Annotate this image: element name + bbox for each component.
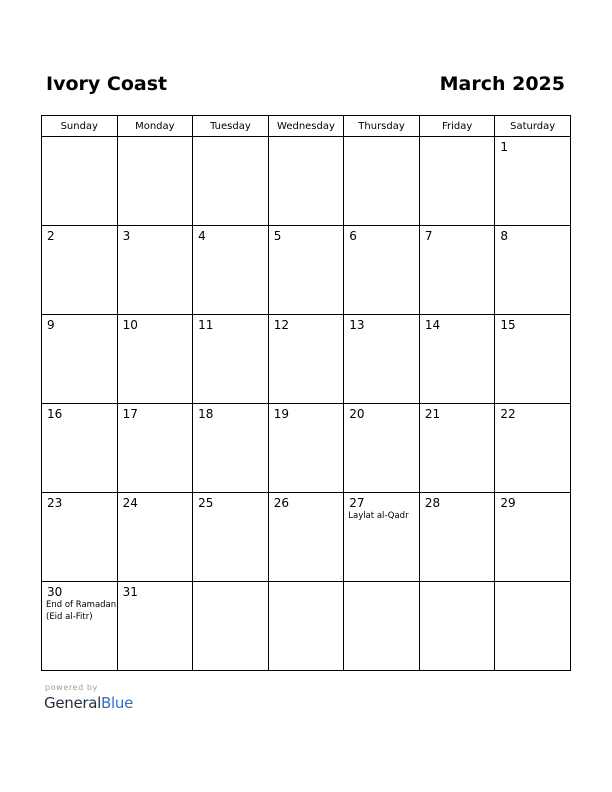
empty-day-cell [268,582,344,671]
weekday-saturday: Saturday [495,116,571,137]
weekday-monday: Monday [117,116,193,137]
empty-day-cell [42,137,118,226]
day-cell [42,404,118,493]
day-number: 28 [424,496,441,510]
powered-by-text: powered by [45,683,98,692]
footer [44,683,133,712]
empty-day-cell [193,582,269,671]
day-cell [495,404,571,493]
calendar-grid [41,115,571,671]
day-cell [42,582,118,671]
day-cell [117,404,193,493]
holiday-label: (Eid al-Fitr) [46,612,93,622]
day-number: 21 [424,407,441,421]
day-cell [268,226,344,315]
day-number: 25 [198,496,214,510]
day-number: 8 [500,229,509,243]
week-row [42,582,571,671]
day-cell [193,226,269,315]
day-cell [193,404,269,493]
day-number: 5 [273,229,282,243]
day-cell [495,315,571,404]
day-number: 16 [47,407,63,421]
holiday-label: End of Ramadan [46,600,117,610]
day-cell [344,315,420,404]
day-number: 20 [349,407,365,421]
day-cell [193,315,269,404]
month-year-title: March 2025 [439,73,565,95]
empty-day-cell [419,137,495,226]
day-cell [344,404,420,493]
week-row [42,404,571,493]
empty-day-cell [117,137,193,226]
day-cell [495,493,571,582]
weekday-thursday: Thursday [344,116,420,137]
brand-general-text: General [44,694,102,712]
day-number: 23 [47,496,63,510]
day-number: 11 [198,318,214,332]
empty-day-cell [344,137,420,226]
day-cell [419,315,495,404]
day-cell [117,226,193,315]
day-number: 9 [47,318,55,332]
day-number: 6 [349,229,357,243]
day-number: 1 [500,140,509,154]
day-cell [495,226,571,315]
day-number: 10 [122,318,138,332]
day-number: 19 [273,407,289,421]
country-title: Ivory Coast [46,73,168,95]
day-cell [419,226,495,315]
day-number: 3 [122,229,131,243]
day-cell [344,493,420,582]
day-cell [117,315,193,404]
day-number: 13 [349,318,365,332]
week-row [42,493,571,582]
weekday-tuesday: Tuesday [193,116,269,137]
brand-blue-text: Blue [101,694,134,712]
day-cell [42,493,118,582]
day-number: 30 [47,585,63,599]
day-number: 29 [500,496,516,510]
weekday-wednesday: Wednesday [268,116,344,137]
day-cell [42,315,118,404]
empty-day-cell [268,137,344,226]
day-cell [419,404,495,493]
generalblue-logo[interactable] [44,694,133,712]
day-cell [42,226,118,315]
day-number: 4 [198,229,206,243]
day-number: 26 [273,496,289,510]
day-cell [419,493,495,582]
day-cell [495,137,571,226]
day-cell [117,582,193,671]
week-row [42,137,571,226]
week-row [42,226,571,315]
day-number: 18 [198,407,214,421]
weekday-sunday: Sunday [42,116,118,137]
day-number: 24 [122,496,138,510]
day-cell [193,493,269,582]
day-cell [268,493,344,582]
day-cell [344,226,420,315]
week-row [42,315,571,404]
day-number: 17 [122,407,138,421]
empty-day-cell [419,582,495,671]
weekday-header-row [42,116,571,137]
day-number: 15 [500,318,516,332]
day-cell [117,493,193,582]
day-number: 22 [500,407,516,421]
day-number: 14 [424,318,441,332]
empty-day-cell [193,137,269,226]
day-number: 27 [349,496,365,510]
holiday-label: Laylat al-Qadr [348,511,409,521]
day-number: 2 [47,229,55,243]
day-number: 31 [122,585,138,599]
day-number: 12 [273,318,289,332]
empty-day-cell [495,582,571,671]
day-cell [268,315,344,404]
day-cell [268,404,344,493]
day-number: 7 [424,229,433,243]
weekday-friday: Friday [419,116,495,137]
empty-day-cell [344,582,420,671]
